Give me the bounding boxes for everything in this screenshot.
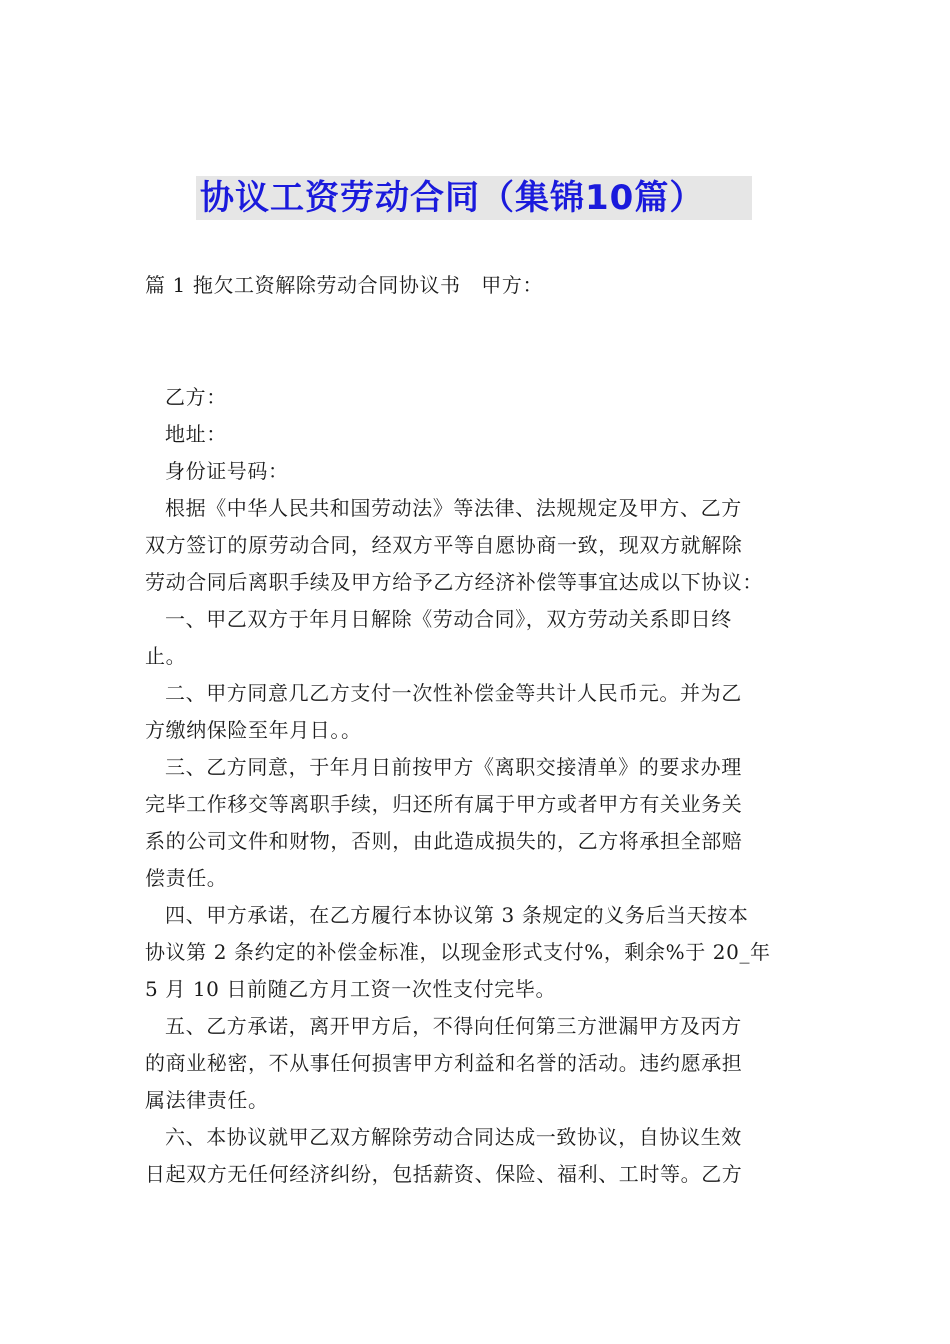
body-line: 六、本协议就甲乙双方解除劳动合同达成一致协议，自协议生效 — [165, 1125, 742, 1149]
body-line: 劳动合同后离职手续及甲方给予乙方经济补偿等事宜达成以下协议： — [145, 570, 763, 594]
body-line: 系的公司文件和财物，否则，由此造成损失的，乙方将承担全部赔 — [145, 829, 743, 853]
document-title: 协议工资劳动合同（集锦10篇） — [200, 178, 705, 218]
body-line: 一、甲乙双方于年月日解除《劳动合同》，双方劳动关系即日终 — [165, 607, 732, 631]
body-line: 属法律责任。 — [145, 1088, 269, 1112]
body-line: 日起双方无任何经济纠纷，包括薪资、保险、福利、工时等。乙方 — [145, 1162, 743, 1186]
party-b-field: 乙方： — [165, 385, 227, 409]
body-line: 根据《中华人民共和国劳动法》等法律、法规规定及甲方、乙方 — [165, 496, 742, 520]
body-line: 的商业秘密，不从事任何损害甲方利益和名誉的活动。违约愿承担 — [145, 1051, 743, 1075]
body-line: 协议第 2 条约定的补偿金标准，以现金形式支付%，剩余%于 20_年 — [145, 940, 771, 964]
body-line: 方缴纳保险至年月日。。 — [145, 718, 362, 742]
body-line: 三、乙方同意，于年月日前按甲方《离职交接清单》的要求办理 — [165, 755, 742, 779]
body-line: 五、乙方承诺，离开甲方后，不得向任何第三方泄漏甲方及丙方 — [165, 1014, 742, 1038]
body-line: 二、甲方同意几乙方支付一次性补偿金等共计人民币元。并为乙 — [165, 681, 742, 705]
body-line: 止。 — [145, 644, 187, 668]
address-field: 地址： — [165, 422, 227, 446]
section-heading: 篇 1 拖欠工资解除劳动合同协议书 甲方： — [145, 273, 544, 297]
body-line: 完毕工作移交等离职手续，归还所有属于甲方或者甲方有关业务关 — [145, 792, 743, 816]
id-number-field: 身份证号码： — [165, 459, 289, 483]
body-line: 四、甲方承诺，在乙方履行本协议第 3 条规定的义务后当天按本 — [165, 903, 749, 927]
body-line: 偿责任。 — [145, 866, 228, 890]
body-line: 5 月 10 日前随乙方月工资一次性支付完毕。 — [145, 977, 557, 1001]
body-line: 双方签订的原劳动合同，经双方平等自愿协商一致，现双方就解除 — [145, 533, 743, 557]
